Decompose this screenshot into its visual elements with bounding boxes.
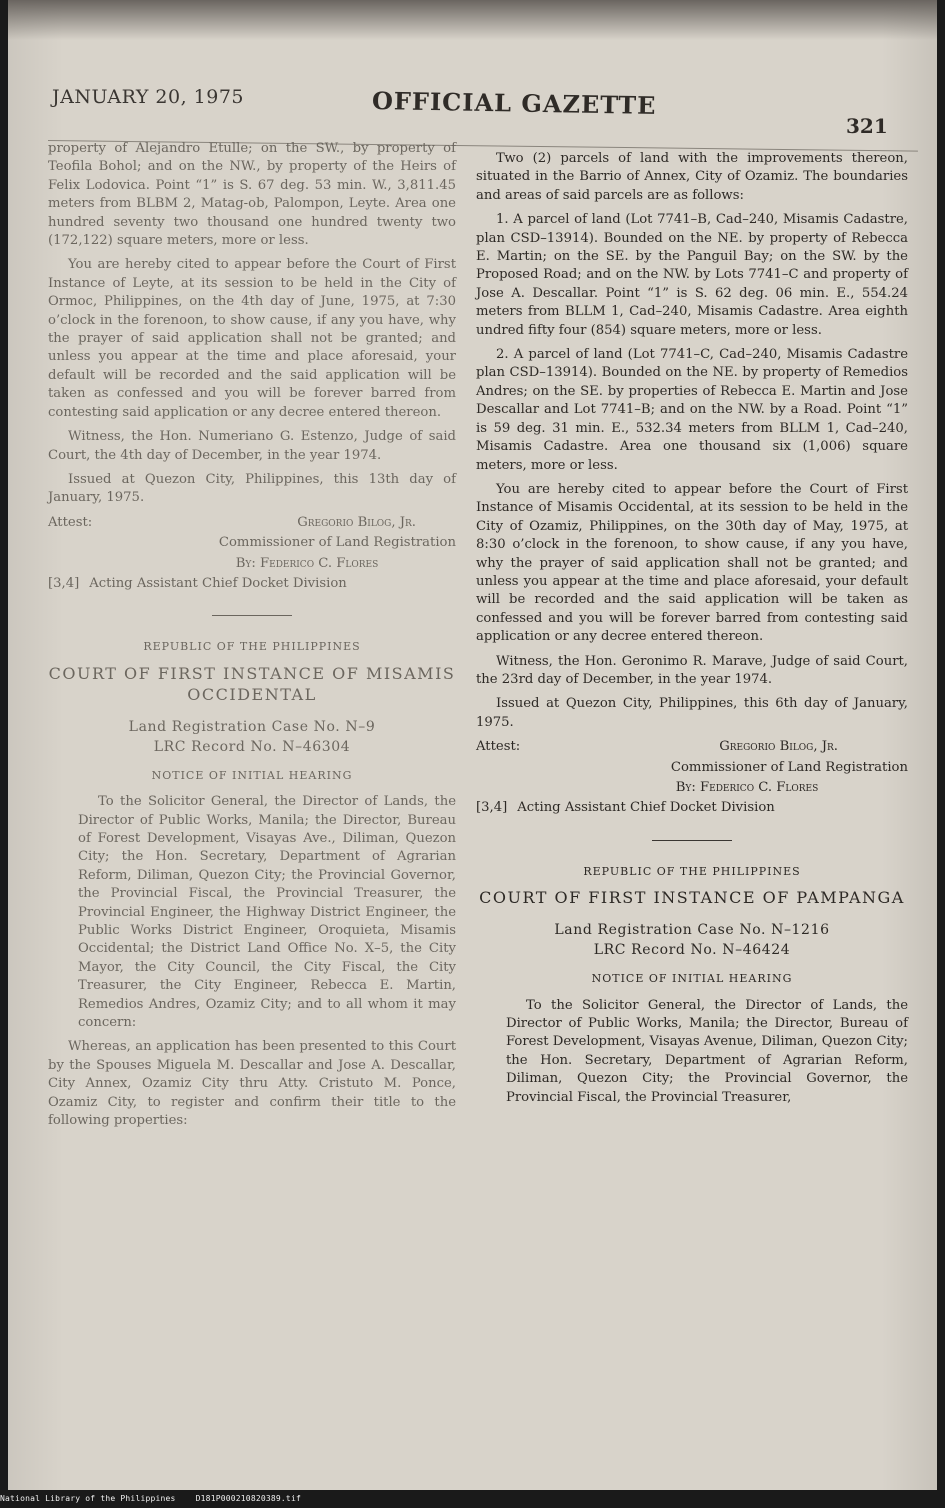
citation-paragraph: You are hereby cited to appear before the Court of First Instance of Misamis Occidental, at its session to be held in the City of Ozamiz, Philippines, on the 30th day of May, 1975, at 8:30 o’clock in the forenoon, to show cause, if any you have, why the prayer of said application shall not be granted; and unless you appear at the time and place aforesaid, your default will be recorded and the said application will be taken as confessed and you will be forever barred from contesting said application or any decree entered thereon. [476, 481, 908, 645]
notice-heading: NOTICE OF INITIAL HEARING [591, 972, 793, 986]
case-number: Land Registration Case No. N–9 [128, 718, 376, 735]
by-line: By: Federico C. Flores [675, 780, 819, 795]
republic-heading: REPUBLIC OF THE PHILIPPINES [143, 640, 361, 654]
scan-shadow [8, 0, 937, 40]
whereas-paragraph: Whereas, an application has been presented to this Court by the Spouses Miguela M. Descallar and Jose A. Descallar, City Annex, Ozamiz City thru Atty. Cristuto M. Ponce, Ozamiz City, to register and confirm their title to the following properties: [48, 1039, 456, 1129]
page-number: 321 [846, 114, 888, 138]
attest-label: Attest: [476, 739, 521, 755]
signatory-title: Commissioner of Land Registration [670, 759, 908, 775]
reference-code: [3,4] [476, 800, 508, 816]
addressees: To the Solicitor General, the Director of Lands, the Director of Public Works, Manila; the Director, Bureau of Forest Development, Visayas Avenue, Diliman, Quezon City; the Hon. Secretary, Department of Agrarian Reform, Diliman, Quezon City; the Provincial Governor, the Provincial Fiscal, the Provincial Treasurer, [506, 997, 908, 1105]
continued-paragraph: property of Alejandro Etulle; on the SW., by property of Teofila Bohol; and on the NW., by property of the Heirs of Felix Lodovica. Point “1” is S. 67 deg. 53 min. W., 3,811.45 meters from BLBM 2, Matag-ob, Palompon, Leyte. Area one hundred seventy two thousand one hundred twenty two (172,122) square meters, more or less. [48, 141, 456, 249]
by-line: By: Federico C. Flores [235, 555, 379, 571]
court-heading: COURT OF FIRST INSTANCE OF PAMPANGA [479, 888, 905, 908]
witness-paragraph: Witness, the Hon. Geronimo R. Marave, Judge of said Court, the 23rd day of December, in the year 1974. [476, 653, 908, 687]
parcel-2: 2. A parcel of land (Lot 7741–C, Cad–240, Misamis Cadastre plan CSD–13914). Bounded on the NE. by property of Remedios Andres; on the SE. by properties of Rebecca E. Martin and Jose Descallar and Lot 7741–B; and on the NW. by a Road. Point “1” is 59 deg. 31 min. E., 532.34 meters from BLLM 1, Cad–240, Misamis Cadastre. Area one thousand six (1,006) square meters, more or less. [476, 347, 908, 473]
left-column [48, 140, 456, 1136]
publication-title: OFFICIAL GAZETTE [371, 86, 657, 120]
lrc-record: LRC Record No. N–46424 [593, 942, 791, 959]
docket-row [476, 799, 908, 817]
docket-row [48, 575, 456, 593]
case-number: Land Registration Case No. N–1216 [554, 922, 830, 939]
lrc-record: LRC Record No. N–46304 [153, 738, 351, 755]
section-divider [212, 615, 292, 616]
attest-label: Attest: [48, 514, 93, 530]
attest-row [476, 738, 908, 756]
signatory-name: Gregorio Bilog, Jr. [297, 514, 416, 530]
witness-paragraph: Witness, the Hon. Numeriano G. Estenzo, Judge of said Court, the 4th day of December, in the year 1974. [48, 429, 456, 463]
docket-title: Acting Assistant Chief Docket Division [517, 800, 775, 816]
citation-paragraph: You are hereby cited to appear before the Court of First Instance of Leyte, at its session to be held in the City of Ormoc, Philippines, on the 4th day of June, 1975, at 7:30 o’clock in the forenoon, to show cause, if any you have, why the prayer of said application shall not be granted; and unless you appear at the time and place aforesaid, your default will be recorded and the said application will be taken as confessed and you will be forever barred from contesting said application or any decree entered thereon. [48, 257, 456, 420]
attest-row [48, 514, 456, 532]
scan-footer: National Library of the Philippines D181P000210820389.tif [0, 1494, 301, 1503]
section-divider [652, 840, 732, 841]
court-heading: COURT OF FIRST INSTANCE OF MISAMIS OCCIDENTAL [48, 663, 456, 704]
docket-title: Acting Assistant Chief Docket Division [89, 575, 347, 591]
addressees: To the Solicitor General, the Director of Lands, the Director of Public Works, Manila; the Director, Bureau of Forest Development, Visayas Ave., Diliman, Quezon City; the Hon. Secretary, Department of Agrarian Reform, Diliman, Quezon City; the Provincial Governor, the Provincial Fiscal, the Provincial Treasurer, the Provincial Engineer, the Highway District Engineer, the Public Works District Engineer, Oroquieta, Misamis Occidental; the District Land Office No. X–5, the City Mayor, the City Council, the City Fiscal, the City Treasurer, the City Engineer, Rebecca E. Martin, Remedios Andres, Ozamiz City; and to all whom it may concern: [78, 794, 456, 1031]
notice-heading: NOTICE OF INITIAL HEARING [151, 768, 353, 782]
parcel-1: 1. A parcel of land (Lot 7741–B, Cad–240, Misamis Cadastre, plan CSD–13914). Bounded on the NE. by property of Rebecca E. Martin; on the SE. by the Panguil Bay; on the SW. by the Proposed Road; and on the NW. by Lots 7741–C and property of Jose A. Descallar. Point “1” is S. 62 deg. 06 min. E., 554.24 meters from BLLM 1, Cad–240, Misamis Cadastre. Area eighth undred fifty four (854) square meters, more or less. [476, 212, 908, 338]
signatory-title: Commissioner of Land Registration [218, 535, 456, 551]
parcels-intro: Two (2) parcels of land with the improvements thereon, situated in the Barrio of Annex, City of Ozamiz. The boundaries and areas of said parcels are as follows: [476, 151, 908, 203]
reference-code: [3,4] [48, 575, 80, 591]
republic-heading: REPUBLIC OF THE PHILIPPINES [583, 864, 801, 878]
issued-paragraph: Issued at Quezon City, Philippines, this 13th day of January, 1975. [48, 471, 456, 506]
signatory-name: Gregorio Bilog, Jr. [719, 739, 838, 755]
issue-date: JANUARY 20, 1975 [52, 86, 245, 108]
right-column [476, 150, 908, 1113]
gazette-page [8, 0, 937, 1490]
issued-paragraph: Issued at Quezon City, Philippines, this 6th day of January, 1975. [476, 696, 908, 730]
